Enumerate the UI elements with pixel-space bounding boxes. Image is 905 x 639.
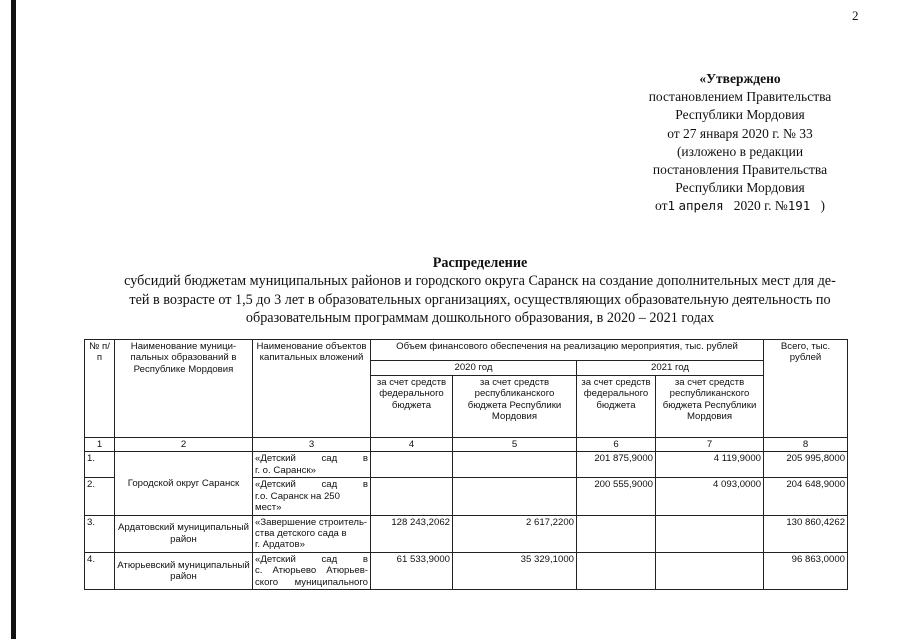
object-line: «Завершение строитель- — [255, 516, 368, 528]
index-cell: 5 — [453, 438, 577, 452]
row-num: 2. — [85, 478, 115, 515]
title-line: образовательным программам дошкольного образования, в 2020 – 2021 годах — [245, 310, 715, 327]
row-federal-2020: 128 243,2062 — [371, 515, 453, 552]
header-federal-2020: за счет средств федерального бюджета — [371, 376, 453, 438]
row-municipality: Ардатовский муниципальный район — [115, 515, 253, 552]
object-line: «Детский сад в — [255, 453, 368, 465]
index-cell: 7 — [656, 438, 764, 452]
row-num: 1. — [85, 452, 115, 478]
object-line: г.о. Саранск на 250 мест» — [255, 490, 340, 514]
header-republic-2021: за счет средств республиканского бюджета Республики Мордовия — [656, 376, 764, 438]
index-cell: 2 — [115, 438, 253, 452]
title-line: тей в возрасте от 1,5 до 3 лет в образовательных организациях, осуществляющих образовательную деятельность по — [129, 291, 831, 308]
document-title — [95, 254, 865, 328]
header-federal-2021: за счет средств федерального бюджета — [577, 376, 656, 438]
row-object — [253, 515, 371, 552]
row-municipality: Городской округ Саранск — [115, 452, 253, 515]
row-num: 4. — [85, 552, 115, 589]
row-federal-2020 — [371, 452, 453, 478]
row-federal-2021 — [577, 552, 656, 589]
row-federal-2021: 200 555,9000 — [577, 478, 656, 515]
date-prefix: от — [655, 198, 668, 214]
row-object — [253, 452, 371, 478]
row-republic-2020 — [453, 478, 577, 515]
header-num: № п/п — [85, 340, 115, 438]
row-republic-2020 — [453, 452, 577, 478]
approval-line: «Утверждено — [699, 71, 781, 86]
header-republic-2020: за счет средств республиканского бюджета Республики Мордовия — [453, 376, 577, 438]
handwritten-month: апреля — [678, 198, 724, 214]
header-year-2021: 2021 год — [577, 361, 764, 376]
object-line: г. Ардатов» — [255, 539, 305, 551]
object-line: г. о. Саранск» — [255, 464, 316, 476]
approval-line: постановлением Правительства — [648, 89, 832, 105]
approval-line: (изложено в редакции — [676, 143, 804, 159]
handwritten-day: 1 — [667, 198, 676, 214]
title-line: субсидий бюджетам муниципальных районов и городского округа Саранск на создание дополнительных мест для де- — [124, 273, 836, 290]
title-heading: Распределение — [432, 255, 528, 271]
object-line: ства детского сада в — [255, 528, 347, 540]
row-total: 205 995,8000 — [764, 452, 848, 478]
approval-line: Республики Мордовия — [675, 107, 805, 123]
index-cell: 4 — [371, 438, 453, 452]
row-republic-2021: 4 093,0000 — [656, 478, 764, 515]
object-line: «Детский сад в — [255, 553, 368, 565]
approval-line: Республики Мордовия — [675, 180, 805, 196]
header-funding: Объем финансового обеспечения на реализацию мероприятия, тыс. рублей — [371, 340, 764, 361]
column-index-row — [85, 438, 848, 452]
row-republic-2021 — [656, 515, 764, 552]
approval-block — [610, 70, 870, 216]
table-row — [85, 452, 848, 478]
row-object — [253, 478, 371, 515]
row-republic-2021: 4 119,9000 — [656, 452, 764, 478]
header-municipality: Наименование муници-пальных образований в Республике Мордовия — [115, 340, 253, 438]
row-total: 204 648,9000 — [764, 478, 848, 515]
row-republic-2020: 35 329,1000 — [453, 552, 577, 589]
row-total: 130 860,4262 — [764, 515, 848, 552]
object-line: «Детский сад в — [255, 479, 368, 491]
index-cell: 8 — [764, 438, 848, 452]
date-suffix: ) — [820, 198, 825, 214]
approval-line: постановления Правительства — [652, 162, 828, 178]
approval-date-line — [610, 197, 870, 215]
row-municipality: Атюрьевский муниципальный район — [115, 552, 253, 589]
approval-line: от 27 января 2020 г. № 33 — [667, 125, 813, 141]
row-federal-2020 — [371, 478, 453, 515]
date-year: 2020 г. № — [733, 198, 788, 214]
row-federal-2021 — [577, 515, 656, 552]
header-objects: Наименование объектов капитальных вложений — [253, 340, 371, 438]
page-number: 2 — [852, 8, 859, 23]
row-num: 3. — [85, 515, 115, 552]
header-year-2020: 2020 год — [371, 361, 577, 376]
header-total: Всего, тыс. рублей — [764, 340, 848, 438]
table-row — [85, 515, 848, 552]
row-republic-2021 — [656, 552, 764, 589]
index-cell: 3 — [253, 438, 371, 452]
row-federal-2021: 201 875,9000 — [577, 452, 656, 478]
row-federal-2020: 61 533,9000 — [371, 552, 453, 589]
index-cell: 1 — [85, 438, 115, 452]
table-row — [85, 552, 848, 589]
object-line: ского муниципального — [255, 576, 368, 588]
subsidy-table — [84, 339, 848, 590]
handwritten-number: 191 — [787, 198, 811, 214]
row-total: 96 863,0000 — [764, 552, 848, 589]
index-cell: 6 — [577, 438, 656, 452]
scan-edge-bar — [11, 0, 16, 639]
row-republic-2020: 2 617,2200 — [453, 515, 577, 552]
object-line: с. Атюрьево Атюрьев- — [255, 565, 368, 577]
row-object — [253, 552, 371, 589]
